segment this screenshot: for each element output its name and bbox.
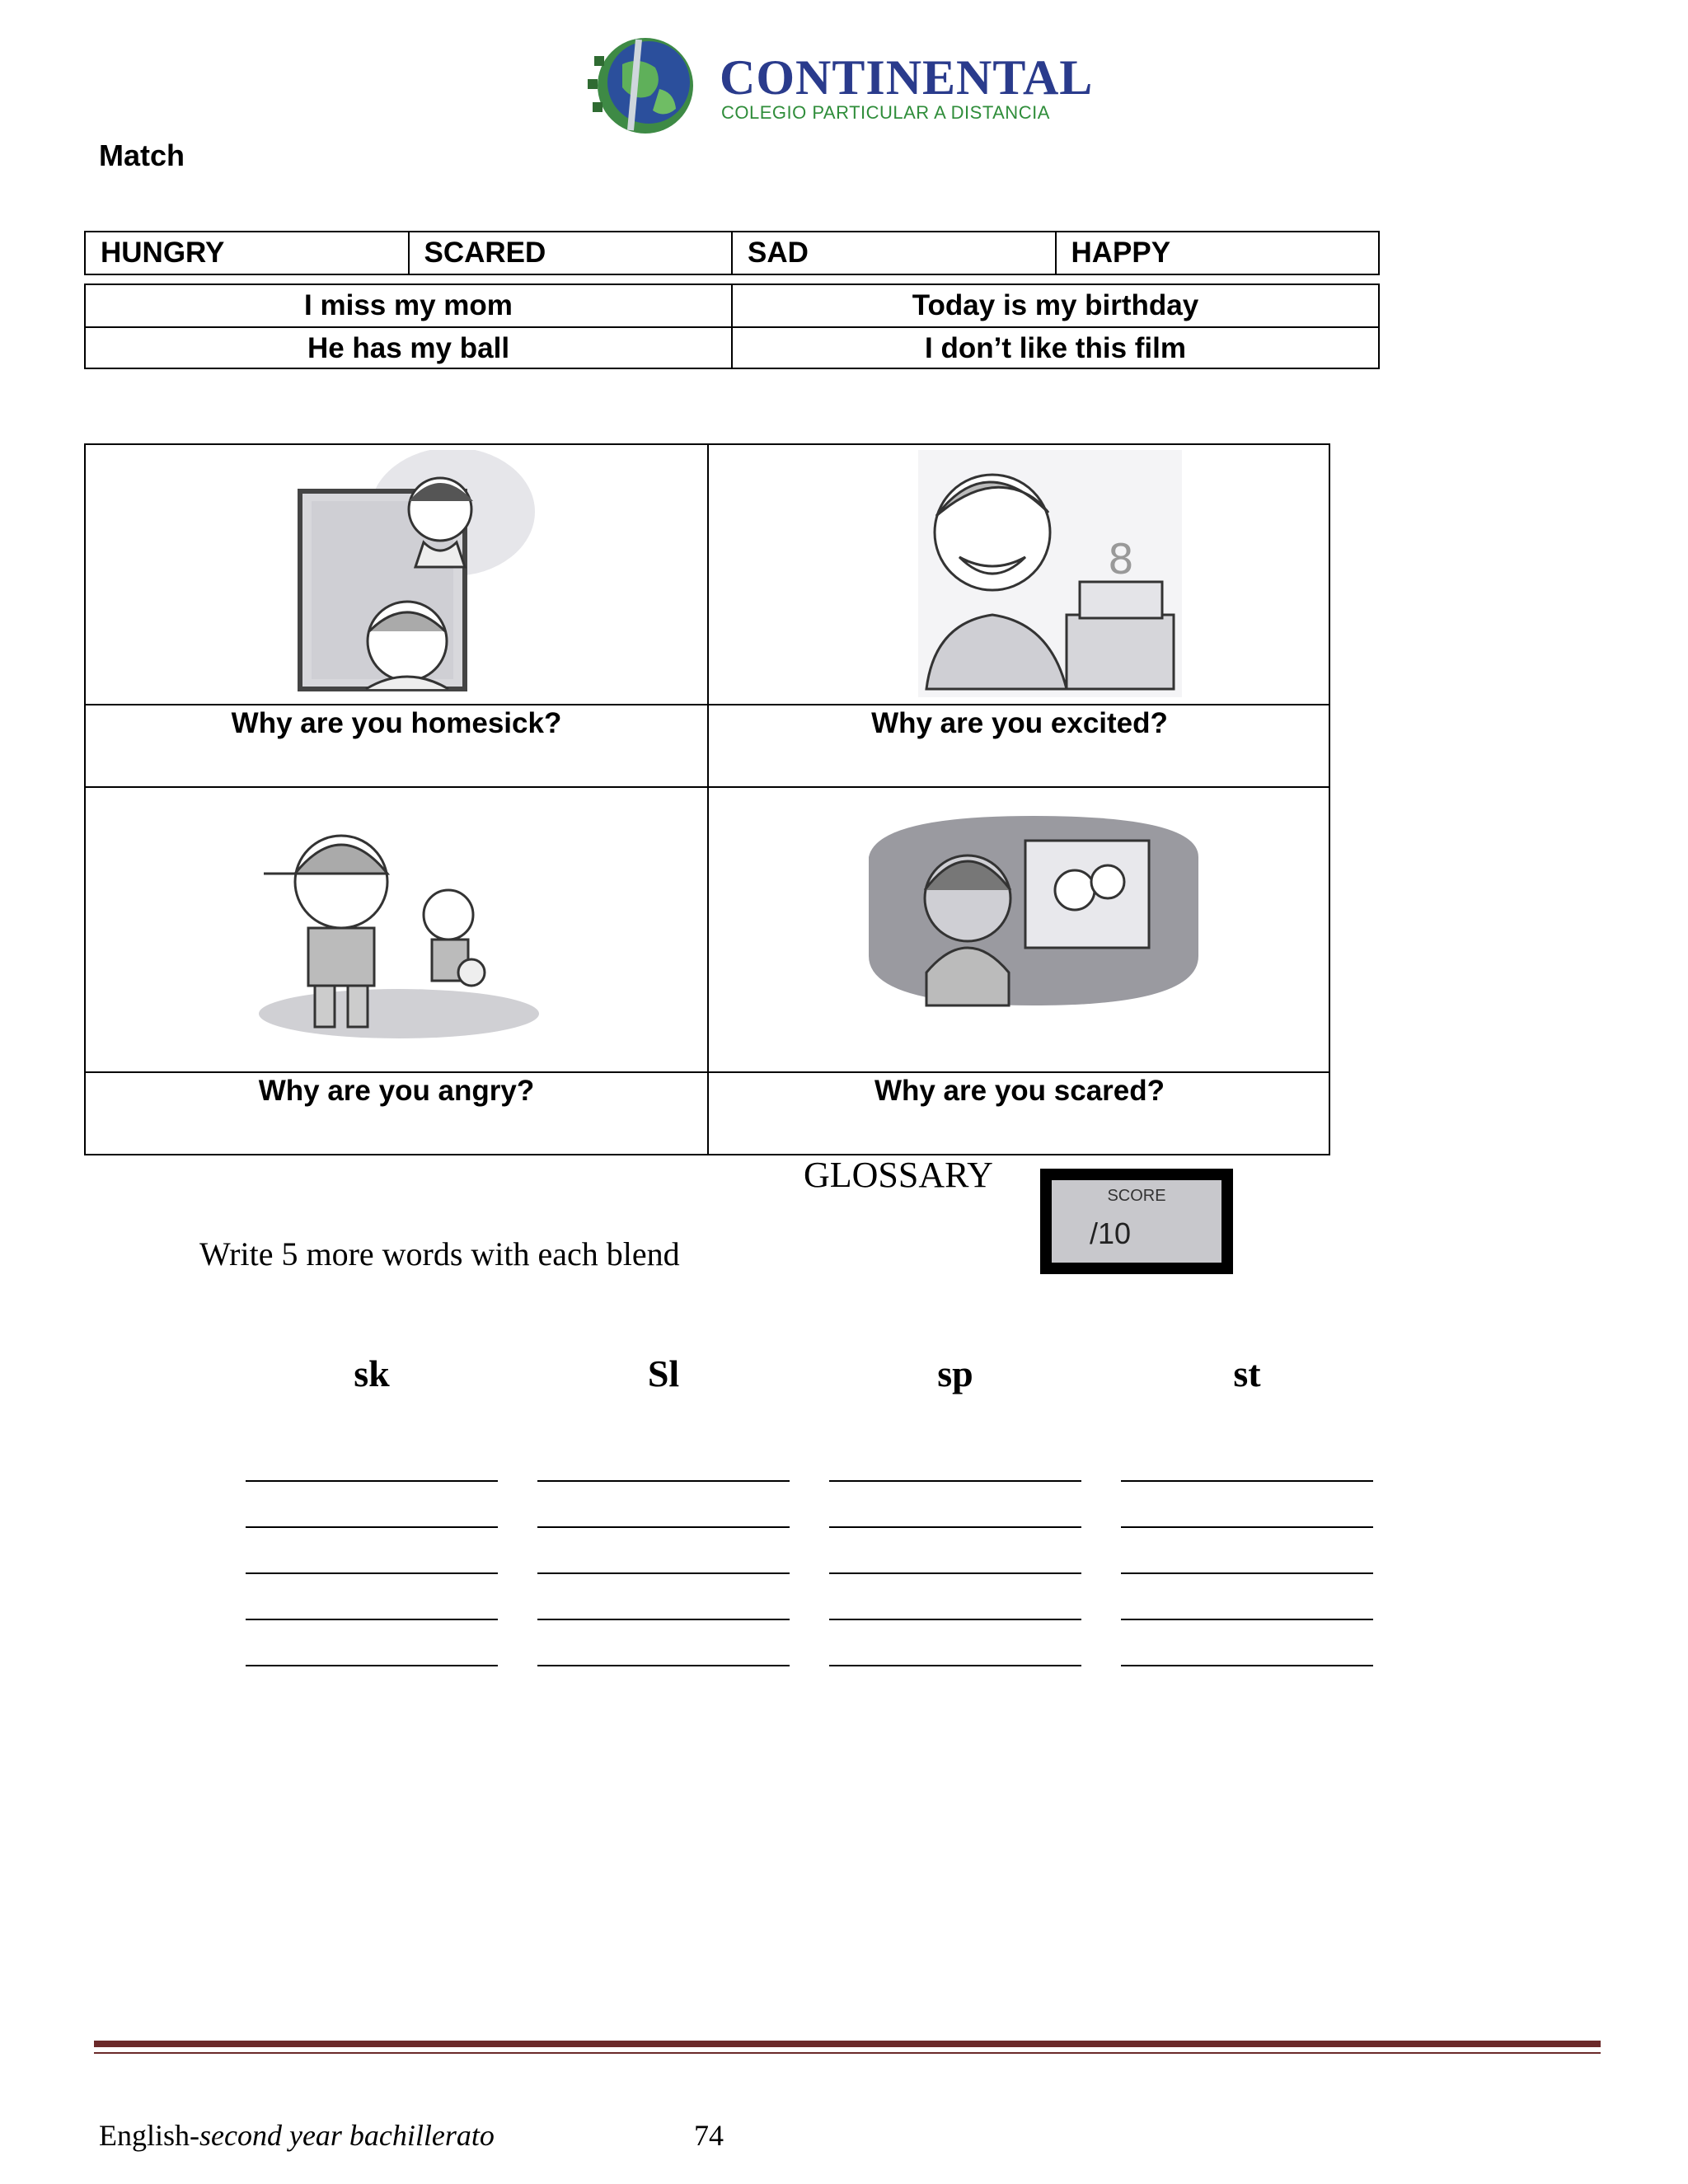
answer-blank[interactable]: [1121, 1482, 1373, 1528]
question-homesick: Why are you homesick?: [231, 707, 562, 739]
picture-question-grid: [84, 443, 1330, 1155]
sentence-cell: I miss my mom: [86, 285, 733, 326]
answer-blank[interactable]: [537, 1482, 790, 1528]
emotion-cell: SAD: [733, 232, 1057, 274]
answer-blank[interactable]: [246, 1620, 498, 1666]
page-number: 74: [694, 2119, 724, 2152]
birthday-boy-picture: [918, 450, 1182, 697]
answer-blank[interactable]: [1121, 1620, 1373, 1666]
footer-prefix: English-: [99, 2119, 199, 2152]
question-excited: Why are you excited?: [871, 707, 1168, 739]
grid-divider: [86, 786, 1329, 788]
footer-course-name: second year bachillerato: [199, 2119, 495, 2152]
svg-text:8: 8: [1108, 536, 1134, 583]
answer-blank[interactable]: [537, 1401, 790, 1482]
answer-blank[interactable]: [1121, 1528, 1373, 1574]
blend-column-sk: [246, 1352, 498, 1666]
angry-boys-picture: [251, 808, 547, 1047]
answer-blank[interactable]: [829, 1482, 1081, 1528]
grid-divider: [86, 704, 1329, 705]
answer-blank[interactable]: [829, 1401, 1081, 1482]
scared-girl-tv-picture: [860, 808, 1207, 1022]
footer-rule: [94, 2041, 1601, 2047]
grid-divider: [86, 1071, 1329, 1073]
emotion-cell: HAPPY: [1071, 237, 1171, 269]
sentence-cell: Today is my birthday: [912, 289, 1199, 321]
answer-blank[interactable]: [829, 1574, 1081, 1620]
blend-column-st: [1121, 1352, 1373, 1666]
score-value: /10: [1090, 1216, 1132, 1250]
emotion-cell: SCARED: [410, 232, 734, 274]
blend-column-sl: [537, 1352, 790, 1666]
sentence-cell: He has my ball: [86, 328, 733, 369]
blend-heading: sk: [354, 1352, 390, 1394]
question-angry: Why are you angry?: [258, 1075, 535, 1107]
answer-blank[interactable]: [829, 1528, 1081, 1574]
answer-blank[interactable]: [1121, 1401, 1373, 1482]
blend-heading: st: [1233, 1352, 1261, 1394]
blend-heading: Sl: [647, 1352, 680, 1394]
score-label: SCORE: [1107, 1187, 1166, 1205]
emotion-cell: HUNGRY: [86, 232, 410, 274]
glossary-title: GLOSSARY: [804, 1155, 993, 1195]
emotions-table: [84, 231, 1380, 275]
school-logo: [581, 31, 1094, 138]
answer-blank[interactable]: [537, 1528, 790, 1574]
answer-blank[interactable]: [246, 1401, 498, 1482]
answer-blank[interactable]: [246, 1528, 498, 1574]
footer-rule: [94, 2052, 1601, 2054]
question-scared: Why are you scared?: [874, 1075, 1165, 1107]
answer-blank[interactable]: [246, 1574, 498, 1620]
answer-blank[interactable]: [537, 1574, 790, 1620]
footer-course: [99, 2118, 495, 2153]
answer-blank[interactable]: [246, 1482, 498, 1528]
homesick-girl-picture: [292, 450, 539, 697]
logo-name: CONTINENTAL: [720, 50, 1094, 105]
globe-logo-icon: [581, 31, 713, 138]
logo-subtitle: COLEGIO PARTICULAR A DISTANCIA: [721, 102, 1050, 123]
answer-blank[interactable]: [537, 1620, 790, 1666]
answer-blank[interactable]: [1121, 1574, 1373, 1620]
sentence-cell: I don’t like this film: [925, 332, 1186, 364]
sentences-table: [84, 284, 1380, 369]
table-row: [86, 326, 1378, 369]
match-heading: Match: [99, 138, 185, 172]
table-row: [86, 285, 1378, 326]
score-box: [1040, 1169, 1233, 1274]
blend-instruction: Write 5 more words with each blend: [199, 1235, 680, 1272]
blend-column-sp: [829, 1352, 1081, 1666]
blend-heading: sp: [937, 1352, 973, 1394]
answer-blank[interactable]: [829, 1620, 1081, 1666]
grid-divider: [707, 445, 709, 1154]
